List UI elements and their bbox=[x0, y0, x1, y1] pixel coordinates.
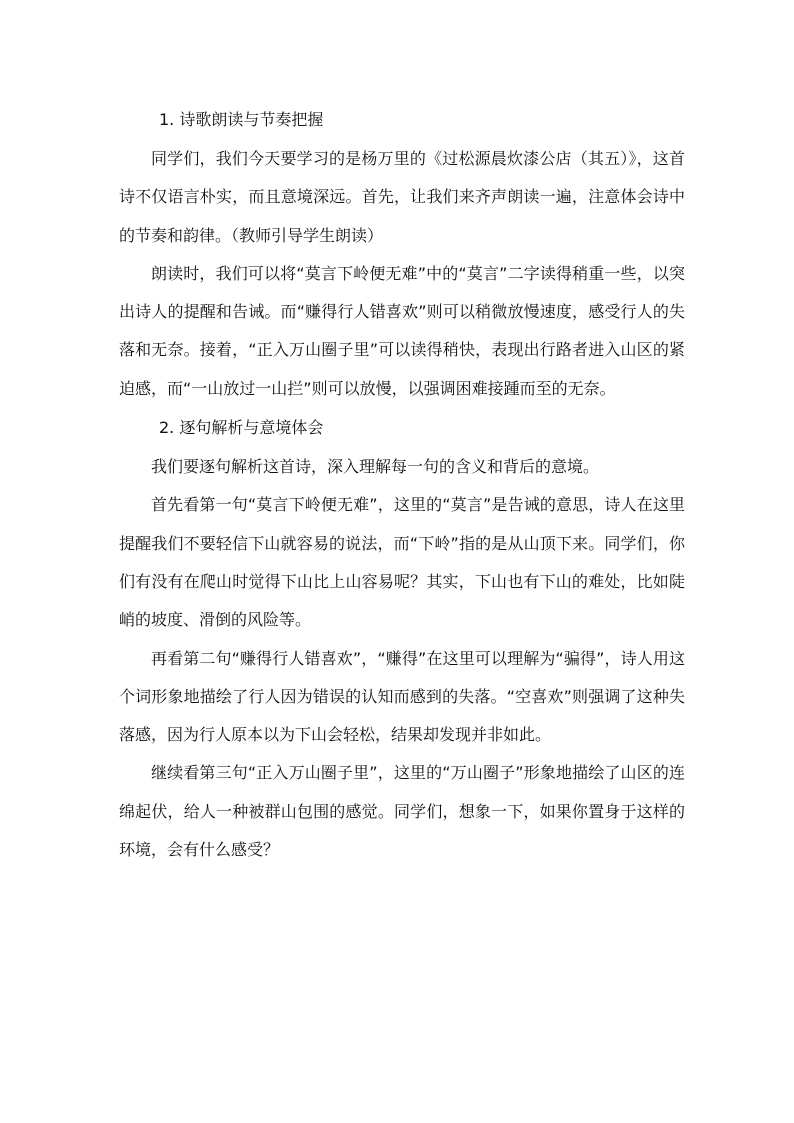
paragraph: 继续看第三句“正入万山圈子里”，这里的“万山圈子”形象地描绘了山区的连绵起伏，给人一种被群山包围的感觉。同学们，想象一下，如果你置身于这样的环境，会有什么感受？ bbox=[119, 763, 685, 860]
paragraph: 首先看第一句“莫言下岭便无难”，这里的“莫言”是告诫的意思，诗人在这里提醒我们不要轻信下山就容易的说法，而“下岭”指的是从山顶下来。同学们，你们有没有在爬山时觉得下山比上山容易呢？其实，下山也有下山的难处，比如陡峭的坡度、滑倒的风险等。 bbox=[119, 495, 685, 630]
section-heading-1: 1. 诗歌朗读与节奏把握 bbox=[159, 110, 324, 129]
section-heading-2: 2. 逐句解析与意境体会 bbox=[159, 418, 324, 438]
document-body bbox=[119, 100, 685, 869]
paragraph: 再看第二句“赚得行人错喜欢”，“赚得”在这里可以理解为“骗得”，诗人用这个词形象地描绘了行人因为错误的认知而感到的失落。“空喜欢”则强调了这种失落感，因为行人原本以为下山会轻松，结果却发现并非如此。 bbox=[119, 648, 685, 745]
paragraph: 朗读时，我们可以将“莫言下岭便无难”中的“莫言”二字读得稍重一些，以突出诗人的提醒和告诫。而“赚得行人错喜欢”则可以稍微放慢速度，感受行人的失落和无奈。接着，“正入万山圈子里”可以读得稍快，表现出行路者进入山区的紧迫感，而“一山放过一山拦”则可以放慢，以强调困难接踵而至的无奈。 bbox=[119, 263, 685, 398]
paragraph: 我们要逐句解析这首诗，深入理解每一句的含义和背后的意境。 bbox=[151, 457, 600, 477]
paragraph: 同学们，我们今天要学习的是杨万里的《过松源晨炊漆公店（其五）》，这首诗不仅语言朴实，而且意境深远。首先，让我们来齐声朗读一遍，注意体会诗中的节奏和韵律。（教师引导学生朗读） bbox=[119, 149, 685, 245]
